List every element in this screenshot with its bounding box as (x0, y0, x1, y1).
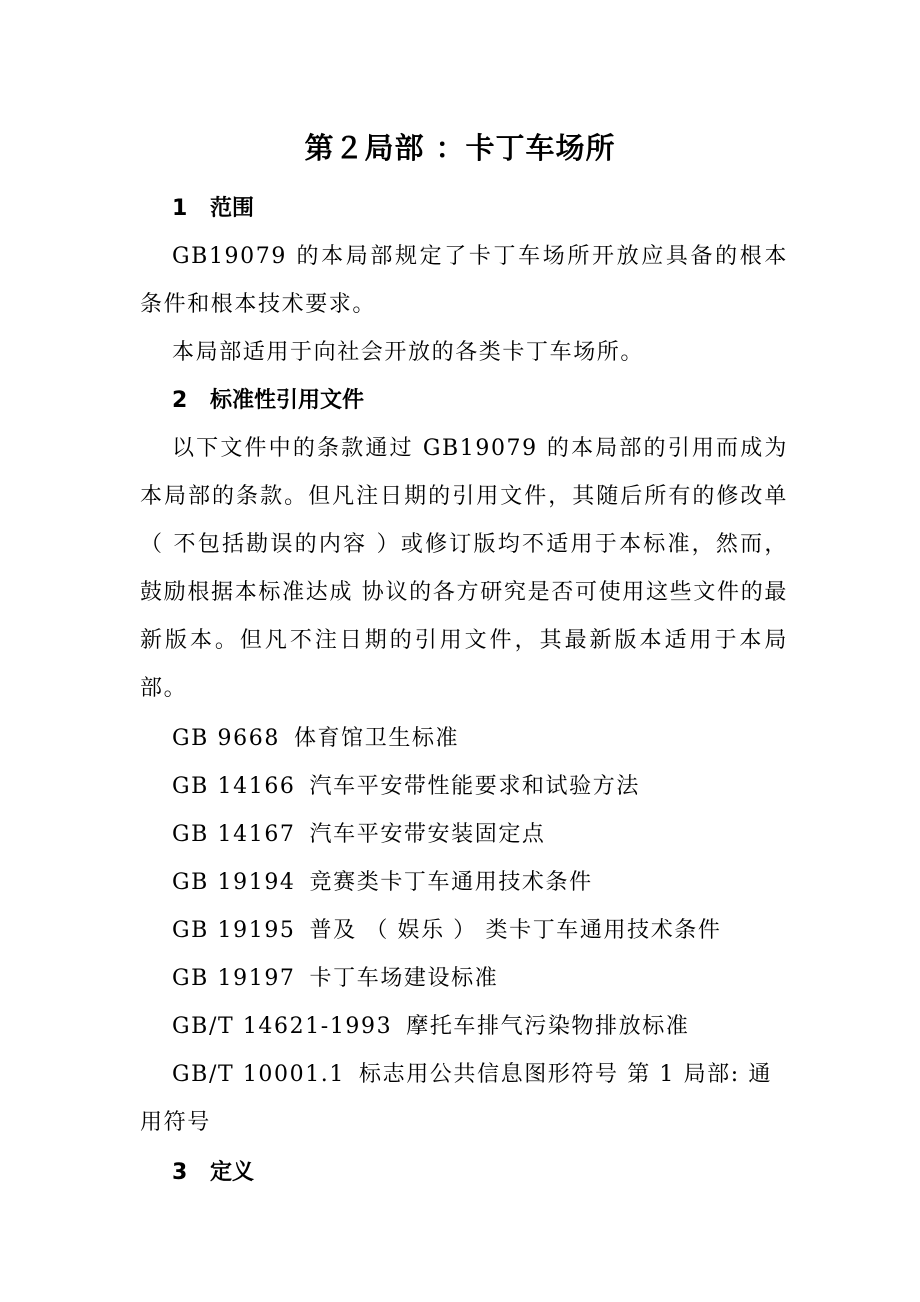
reference-code: GB 19197 (172, 966, 296, 991)
reference-title: 卡丁车场建设标准 (309, 966, 499, 991)
reference-item (172, 723, 459, 755)
section-title: 定义 (210, 1160, 255, 1185)
reference-code: GB 9668 (172, 726, 280, 751)
section-heading-definitions (172, 1157, 254, 1189)
section-number: 3 (172, 1160, 188, 1185)
scope-applicability-paragraph: 本局部适用于向社会开放的各类卡丁车场所。 (172, 340, 645, 365)
reference-code: GB 19195 (172, 918, 296, 943)
reference-item (172, 867, 593, 899)
section-number: 2 (172, 388, 188, 413)
reference-code: GB/T 10001.1 (172, 1062, 345, 1087)
reference-item (172, 963, 498, 995)
reference-item (172, 819, 546, 851)
reference-item (140, 1051, 790, 1147)
scope-paragraph: GB19079 的本局部规定了卡丁车场所开放应具备的根本条件和根本技术要求。 (140, 244, 788, 317)
reference-item (172, 1011, 689, 1043)
reference-title: 标志用公共信息图形符号 第 1 局部: 通用符号 (140, 1062, 772, 1135)
reference-title: 体育馆卫生标准 (293, 726, 460, 751)
section-heading-scope (172, 193, 254, 225)
section-heading-normative-references (172, 385, 364, 417)
reference-code: GB 14167 (172, 822, 296, 847)
reference-item (172, 915, 722, 947)
reference-code: GB 19194 (172, 870, 296, 895)
reference-title: 普及 （ 娱乐 ） 类卡丁车通用技术条件 (309, 918, 722, 943)
reference-code: GB 14166 (172, 774, 296, 799)
reference-title: 摩托车排气污染物排放标准 (406, 1014, 690, 1039)
reference-title: 汽车平安带安装固定点 (309, 822, 546, 847)
section-title: 标准性引用文件 (210, 388, 365, 413)
section-title: 范围 (210, 196, 255, 221)
page-title: 第２局部 ：卡丁车场所 (304, 131, 616, 165)
reference-code: GB/T 14621-1993 (172, 1014, 393, 1039)
reference-title: 汽车平安带性能要求和试验方法 (309, 774, 640, 799)
reference-item (172, 771, 640, 803)
section-number: 1 (172, 196, 188, 221)
references-intro-paragraph: 以下文件中的条款通过 GB19079 的本局部的引用而成为本局部的条款。但凡注日期的引用文件，其随后所有的修改单（ 不包括勘误的内容 ）或修订版均不适用于本标准，然而，鼓励根据本标准达成 协议的各方研究是否可使用这些文件的最新版本。但凡不注日期的引用文件，其最新版本适用于本局部。 (140, 436, 788, 701)
reference-title: 竞赛类卡丁车通用技术条件 (309, 870, 593, 895)
